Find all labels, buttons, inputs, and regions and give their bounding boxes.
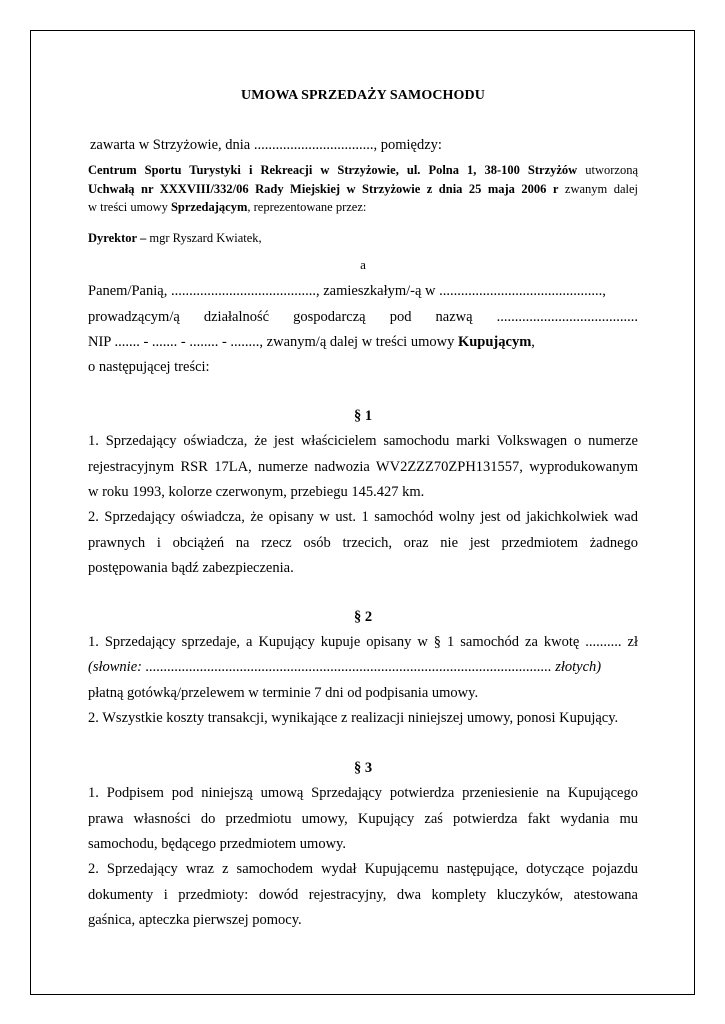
document-title: UMOWA SPRZEDAŻY SAMOCHODU: [241, 88, 485, 103]
seller-name: Centrum Sportu Turystyki i Rekreacji w Strzyżowie, ul. Polna 1, 38-100 Strzyżów: [88, 163, 578, 177]
section-3-heading: § 3: [353, 760, 373, 776]
section-1-line: rejestracyjnym RSR 17LA, numerze nadwozia WV2ZZZ70ZPH131557, wyprodukowanym: [88, 459, 638, 475]
buyer-role: Kupującym: [457, 334, 532, 350]
section-2-line: 2. Wszystkie koszty transakcji, wynikające z realizacji niniejszej umowy, ponosi Kupujący.: [88, 710, 619, 726]
intro-line: zawarta w Strzyżowie, dnia ................................., pomiędzy:: [90, 137, 442, 153]
section-2-line: płatną gotówką/przelewem w terminie 7 dni od podpisania umowy.: [88, 685, 479, 701]
director-name: mgr Ryszard Kwiatek,: [146, 231, 262, 245]
and-separator: a: [360, 257, 366, 272]
seller-role: Sprzedającym: [170, 200, 248, 214]
seller-line-2-rest: zwanym dalej: [558, 182, 638, 196]
buyer-line-1: Panem/Panią, ........................................, zamieszkałym/-ą w .............................................,: [88, 283, 606, 299]
director-label: Dyrektor –: [88, 231, 147, 245]
buyer-line-2: prowadzącym/ą działalność gospodarczą pod nazwą .......................................: [88, 309, 638, 325]
section-3-line: dokumenty i przedmioty: dowód rejestracyjny, dwa komplety kluczyków, atestowana: [88, 887, 638, 903]
section-1-line: prawnych i obciążeń na rzecz osób trzecich, oraz nie jest przedmiotem żadnego: [88, 535, 638, 551]
section-2-heading: § 2: [353, 609, 373, 625]
buyer-line-3-post: ,: [531, 334, 535, 350]
director-line: [88, 228, 638, 248]
section-1-heading: § 1: [353, 408, 373, 424]
seller-resolution: Uchwałą nr XXXVIII/332/06 Rady Miejskiej w Strzyżowie z dnia 25 maja 2006 r: [88, 182, 559, 196]
seller-line-3: [88, 197, 638, 217]
seller-line-3-post: , reprezentowane przez:: [247, 200, 367, 214]
section-3-line: samochodu, będącego przedmiotem umowy.: [88, 836, 346, 852]
buyer-line-3: [88, 334, 638, 351]
section-3-line: prawa własności do przedmiotu umowy, Kupujący zaś potwierdza fakt wydania mu: [88, 811, 638, 827]
section-3-line: 2. Sprzedający wraz z samochodem wydał Kupującemu następujące, dotyczące pojazdu: [88, 861, 638, 877]
seller-line-1-rest: utworzoną: [577, 163, 638, 177]
section-2-amount-in-words: (słownie: ................................................................................................................ złotych): [88, 659, 602, 675]
section-2-line: 1. Sprzedający sprzedaje, a Kupujący kupuje opisany w § 1 samochód za kwotę .......... zł: [88, 634, 638, 650]
section-1-line: postępowania bądź zabezpieczenia.: [88, 560, 294, 576]
section-3-line: 1. Podpisem pod niniejszą umową Sprzedający potwierdza przeniesienie na Kupującego: [88, 785, 638, 801]
buyer-line-4: o następującej treści:: [88, 359, 210, 375]
section-3-line: gaśnica, apteczka pierwszej pomocy.: [88, 912, 302, 928]
seller-line-3-pre: w treści umowy: [88, 200, 171, 214]
buyer-nip: NIP ....... - ....... - ........ - ........, zwanym/ą dalej w treści umowy: [88, 334, 458, 350]
section-1-line: 2. Sprzedający oświadcza, że opisany w ust. 1 samochód wolny jest od jakichkolwiek wad: [88, 509, 638, 525]
section-1-line: 1. Sprzedający oświadcza, że jest właścicielem samochodu marki Volkswagen o numerze: [88, 433, 638, 449]
section-1-line: w roku 1993, kolorze czerwonym, przebiegu 145.427 km.: [88, 484, 425, 500]
seller-line-1: [88, 160, 638, 180]
seller-line-2: [88, 179, 638, 199]
